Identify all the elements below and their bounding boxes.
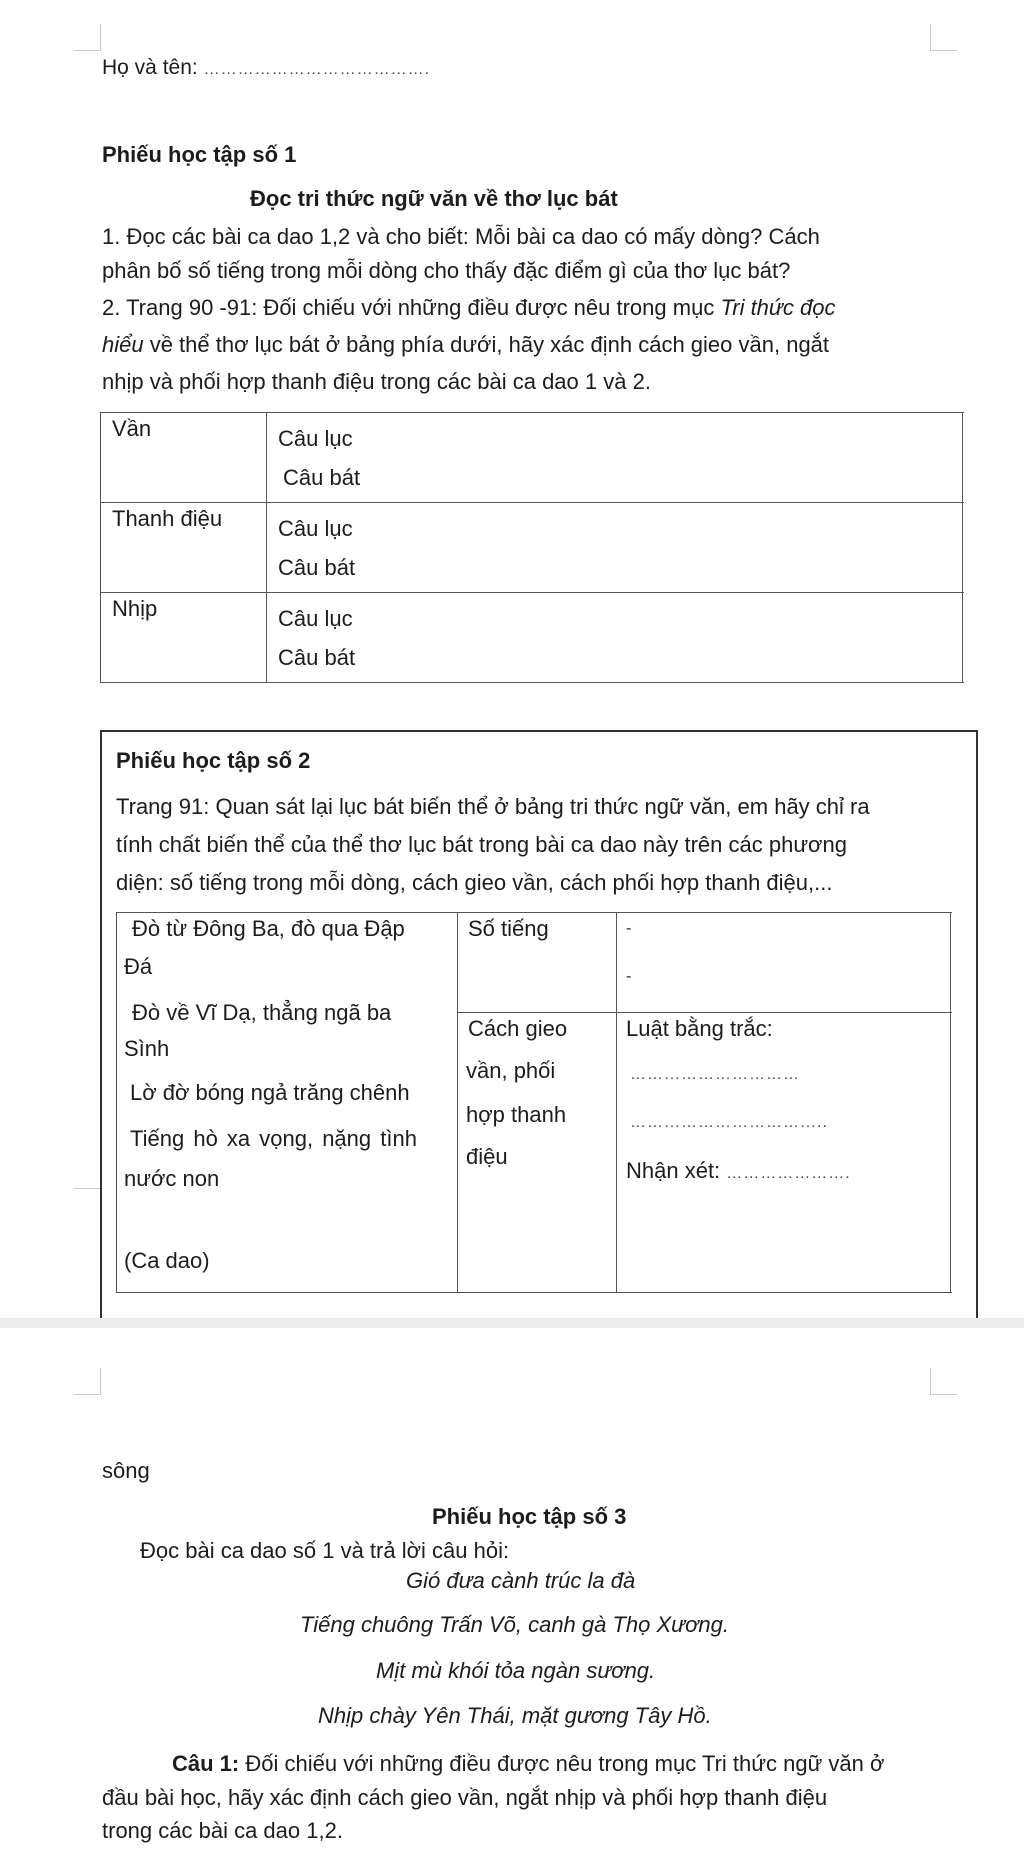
sheet3-question1-text: Đối chiếu với những điều được nêu trong mục Tri thức ngữ văn ở <box>239 1751 885 1776</box>
sheet3-question1-label: Câu 1: <box>172 1751 240 1776</box>
table-cell-rhyme-line1: Câu lục <box>278 426 353 451</box>
sheet3-question1-line3: trong các bài ca dao 1,2. <box>102 1818 343 1843</box>
poem-line-6: Tiếng hò xa vọng, nặng tình <box>130 1126 417 1151</box>
table-cell-tone-line2: Câu bát <box>278 555 356 580</box>
syllables-dash-2: - <box>626 968 632 985</box>
name-blank: …………………………………. <box>203 61 431 78</box>
syllables-label: Số tiếng <box>468 916 549 941</box>
table-cell-rhyme-line2: Câu bát <box>283 465 361 490</box>
page-corner-mark-top-right <box>930 24 957 51</box>
sheet2-paragraph-line2: tính chất biến thể của thể thơ lục bát trong bài ca dao này trên các phương <box>116 832 847 857</box>
sheet1-q2-line2 <box>102 330 829 360</box>
sheet1-q2-line1-text: 2. Trang 90 -91: Đối chiếu với những điều được nêu trong mục <box>102 295 721 320</box>
table-row-label-rhyme: Vần <box>112 416 152 441</box>
tone-rule-label: Luật bằng trắc: <box>626 1016 773 1041</box>
rhyme-label-line1: Cách gieo <box>468 1016 568 1041</box>
sheet1-q1-line1: 1. Đọc các bài ca dao 1,2 và cho biết: Mỗi bài ca dao có mấy dòng? Cách <box>102 224 820 249</box>
syllables-dash-1: - <box>626 920 632 937</box>
sheet1-subtitle: Đọc tri thức ngữ văn về thơ lục bát <box>250 186 618 211</box>
sheet3-poem-line-3: Mịt mù khói tỏa ngàn sương. <box>376 1658 656 1683</box>
answer-blank-2: …………………………….. <box>630 1114 828 1131</box>
sheet3-poem-line-4: Nhịp chày Yên Thái, mặt gương Tây Hồ. <box>318 1703 712 1728</box>
page-corner-mark-top-left <box>74 24 101 51</box>
sheet3-poem-line-2: Tiếng chuông Trấn Võ, canh gà Thọ Xương. <box>300 1612 730 1637</box>
sheet2-title: Phiếu học tập số 2 <box>116 748 311 773</box>
sheet2-paragraph-line1: Trang 91: Quan sát lại lục bát biến thể ở bảng tri thức ngữ văn, em hãy chỉ ra <box>116 794 870 819</box>
sheet1-q2-italic-term-end: hiểu <box>102 332 144 357</box>
name-label: Họ và tên: <box>102 56 204 79</box>
sheet3-instruction: Đọc bài ca dao số 1 và trả lời câu hỏi: <box>140 1538 510 1563</box>
rhyme-label-line4: điệu <box>466 1144 508 1169</box>
poem-line-4: Sình <box>124 1036 170 1061</box>
sheet1-title: Phiếu học tập số 1 <box>102 142 297 167</box>
table-cell-rhythm-line1: Câu lục <box>278 606 353 631</box>
page-separator <box>0 1318 1024 1328</box>
rhyme-label-line3: hợp thanh <box>466 1102 567 1127</box>
sheet1-q2-line2-text: về thể thơ lục bát ở bảng phía dưới, hãy xác định cách gieo vần, ngắt <box>143 332 830 357</box>
table-cell-rhythm-line2: Câu bát <box>278 645 356 670</box>
page2-corner-mark-top-left <box>74 1368 101 1395</box>
page2-corner-mark-top-right <box>930 1368 957 1395</box>
sheet1-q1-line2: phân bố số tiếng trong mỗi dòng cho thấy đặc điểm gì của thơ lục bát? <box>102 258 791 283</box>
table-cell-tone-line1: Câu lục <box>278 516 353 541</box>
carryover-word: sông <box>102 1458 150 1483</box>
name-line <box>102 53 430 85</box>
sheet1-q2-line3: nhịp và phối hợp thanh điệu trong các bài ca dao 1 và 2. <box>102 369 651 394</box>
sheet2-paragraph-line3: diện: số tiếng trong mỗi dòng, cách gieo vần, cách phối hợp thanh điệu,... <box>116 870 833 895</box>
sheet1-q2-italic-term: Tri thức đọc <box>720 295 836 320</box>
rhyme-label-line2: vần, phối <box>466 1058 556 1083</box>
poem-source: (Ca dao) <box>124 1248 210 1273</box>
table-row-label-rhythm: Nhịp <box>112 596 158 621</box>
comment-blank: …………………. <box>726 1165 851 1182</box>
sheet3-title: Phiếu học tập số 3 <box>432 1504 627 1529</box>
poem-line-3: Đò về Vĩ Dạ, thẳng ngã ba <box>132 1000 392 1025</box>
comment-line <box>626 1156 851 1189</box>
sheet1-q2-line1 <box>102 293 835 323</box>
document-page-2 <box>0 1328 1024 1861</box>
sheet3-question1-line2: đầu bài học, hãy xác định cách gieo vần, ngắt nhịp và phối hợp thanh điệu <box>102 1785 828 1810</box>
page-margin-tick <box>74 1188 100 1189</box>
comment-label: Nhận xét: <box>626 1158 727 1183</box>
sheet3-poem-line-1: Gió đưa cành trúc la đà <box>406 1568 636 1593</box>
answer-blank-1: ………………………… <box>630 1066 800 1083</box>
poem-line-7: nước non <box>124 1166 220 1191</box>
poem-line-2: Đá <box>124 954 153 979</box>
poem-line-5: Lờ đờ bóng ngả trăng chênh <box>130 1080 410 1105</box>
table-row-label-tone: Thanh điệu <box>112 506 223 531</box>
poem-line-1: Đò từ Đông Ba, đò qua Đập <box>132 916 405 941</box>
sheet3-question1-line1 <box>172 1749 884 1779</box>
